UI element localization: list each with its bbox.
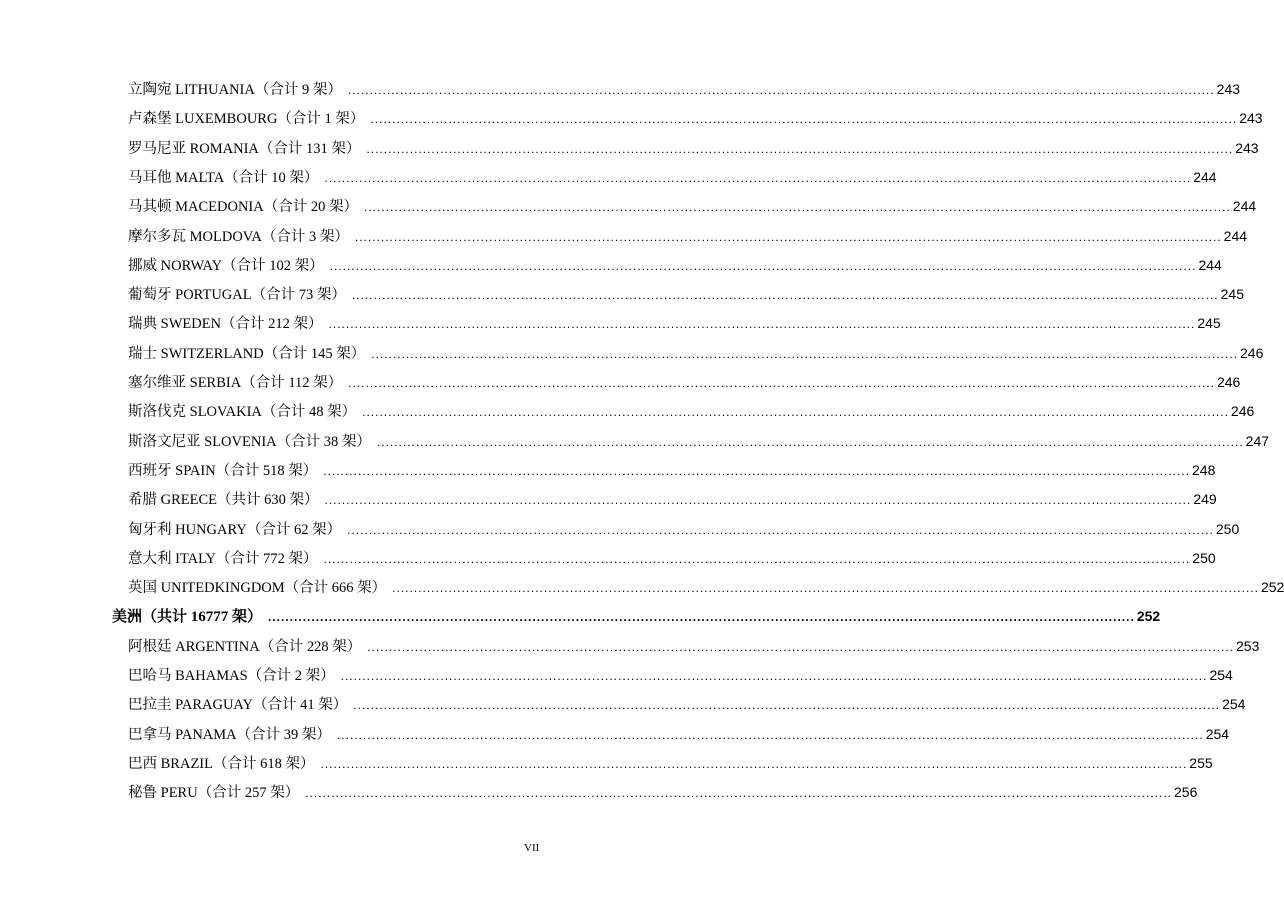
toc-entry-label: 斯洛文尼亚 SLOVENIA（合计 38 架） xyxy=(128,434,371,450)
toc-entry-label: 巴哈马 BAHAMAS（合计 2 架） xyxy=(128,668,335,684)
toc-entry-page: 254 xyxy=(1205,726,1230,742)
toc-leader-dots: ........................................................................................................................................................................................................ xyxy=(351,288,1219,302)
toc-entry[interactable] xyxy=(128,664,1233,686)
toc-leader-dots: ........................................................................................................................................................................................................ xyxy=(329,259,1197,273)
toc-leader-dots: ........................................................................................................................................................................................................ xyxy=(320,757,1188,771)
toc-entry[interactable] xyxy=(128,400,1255,422)
toc-entry[interactable] xyxy=(128,518,1240,540)
toc-entry[interactable] xyxy=(128,781,1198,803)
toc-entry-page: 245 xyxy=(1220,286,1244,302)
toc-entry-label: 巴西 BRAZIL（合计 618 架） xyxy=(128,756,315,772)
toc-entry[interactable] xyxy=(128,635,1260,657)
toc-entry[interactable] xyxy=(128,693,1246,715)
toc-entry-page: 244 xyxy=(1193,169,1217,185)
toc-entry-page: 243 xyxy=(1216,81,1241,97)
toc-entry-page: 248 xyxy=(1192,462,1216,478)
toc-entry-label: 瑞典 SWEDEN（合计 212 架） xyxy=(128,316,323,332)
toc-entry-label: 阿根廷 ARGENTINA（合计 228 架） xyxy=(128,639,362,655)
toc-entry[interactable] xyxy=(128,576,1284,598)
toc-entry-page: 244 xyxy=(1232,198,1257,214)
toc-leader-dots: ........................................................................................................................................................................................................ xyxy=(392,581,1259,595)
toc-entry-page: 253 xyxy=(1236,638,1260,654)
toc-entry[interactable] xyxy=(128,195,1257,217)
toc-entry-page: 252 xyxy=(1260,579,1284,595)
toc-leader-dots: ........................................................................................................................................................................................................ xyxy=(347,83,1215,97)
toc-entry-label: 马其顿 MACEDONIA（合计 20 架） xyxy=(128,199,358,215)
toc-entry-label: 美洲（共计 16777 架） xyxy=(112,609,263,625)
toc-entry-label: 罗马尼亚 ROMANIA（合计 131 架） xyxy=(128,141,361,157)
toc-entry-page: 255 xyxy=(1189,755,1213,771)
toc-entry-label: 卢森堡 LUXEMBOURG（合计 1 架） xyxy=(128,111,365,127)
toc-entry-label: 秘鲁 PERU（合计 257 架） xyxy=(128,785,300,801)
page-number: VII xyxy=(524,842,540,854)
toc-leader-dots: ........................................................................................................................................................................................................ xyxy=(370,112,1238,126)
toc-entry[interactable] xyxy=(128,430,1270,452)
toc-entry-label: 巴拿马 PANAMA（合计 39 架） xyxy=(128,727,331,743)
toc-leader-dots: ........................................................................................................................................................................................................ xyxy=(367,640,1234,654)
toc-leader-dots: ........................................................................................................................................................................................................ xyxy=(354,230,1222,244)
toc-entry-page: 249 xyxy=(1193,491,1217,507)
toc-entry-page: 254 xyxy=(1222,696,1246,712)
toc-entry[interactable] xyxy=(128,488,1217,510)
toc-leader-dots: ........................................................................................................................................................................................................ xyxy=(363,200,1231,214)
toc-entry-label: 挪威 NORWAY（合计 102 架） xyxy=(128,258,324,274)
toc-entry-page: 254 xyxy=(1209,667,1233,683)
toc-entry-page: 250 xyxy=(1215,521,1240,537)
toc-entry-page: 246 xyxy=(1240,345,1264,361)
toc-leader-dots: ........................................................................................................................................................................................................ xyxy=(323,464,1190,478)
toc-entry-page: 243 xyxy=(1235,140,1259,156)
toc-entry[interactable] xyxy=(128,107,1263,129)
toc-entry[interactable] xyxy=(128,166,1217,188)
toc-entry-label: 英国 UNITEDKINGDOM（合计 666 架） xyxy=(128,580,387,596)
toc-entry-page: 243 xyxy=(1239,110,1263,126)
toc-entry[interactable] xyxy=(128,547,1216,569)
toc-entry[interactable] xyxy=(128,254,1222,276)
toc-entry-label: 葡萄牙 PORTUGAL（合计 73 架） xyxy=(128,287,346,303)
toc-entry-page: 256 xyxy=(1174,784,1198,800)
toc-leader-dots: ........................................................................................................................................................................................................ xyxy=(336,728,1204,742)
toc-entry[interactable] xyxy=(128,78,1241,100)
toc-entry[interactable] xyxy=(128,342,1264,364)
toc-entry[interactable] xyxy=(128,283,1244,305)
toc-entry[interactable] xyxy=(128,752,1213,774)
toc-entry-label: 立陶宛 LITHUANIA（合计 9 架） xyxy=(128,82,342,98)
toc-entry-label: 马耳他 MALTA（合计 10 架） xyxy=(128,170,319,186)
toc-leader-dots: ........................................................................................................................................................................................................ xyxy=(324,493,1192,507)
toc-entry-page: 245 xyxy=(1197,315,1221,331)
toc-entry-label: 希腊 GREECE（共计 630 架） xyxy=(128,492,319,508)
toc-leader-dots: ........................................................................................................................................................................................................ xyxy=(340,669,1208,683)
toc-leader-dots: ........................................................................................................................................................................................................ xyxy=(348,376,1215,390)
toc-leader-dots: ........................................................................................................................................................................................................ xyxy=(362,405,1229,419)
toc-leader-dots: ........................................................................................................................................................................................................ xyxy=(353,698,1221,712)
toc-entry-page: 246 xyxy=(1230,403,1255,419)
toc-entry-page: 244 xyxy=(1223,228,1248,244)
toc-entry[interactable] xyxy=(128,312,1221,334)
toc-leader-dots: ........................................................................................................................................................................................................ xyxy=(268,610,1135,624)
toc-entry-label: 意大利 ITALY（合计 772 架） xyxy=(128,551,318,567)
toc-entry-label: 斯洛伐克 SLOVAKIA（合计 48 架） xyxy=(128,404,357,420)
toc-leader-dots: ........................................................................................................................................................................................................ xyxy=(376,435,1244,449)
toc-entry-label: 塞尔维亚 SERBIA（合计 112 架） xyxy=(128,375,343,391)
toc-leader-dots: ........................................................................................................................................................................................................ xyxy=(347,523,1214,537)
toc-entry-page: 244 xyxy=(1198,257,1222,273)
toc-entry-page: 250 xyxy=(1192,550,1216,566)
toc-entry-label: 西班牙 SPAIN（合计 518 架） xyxy=(128,463,318,479)
toc-entry[interactable] xyxy=(128,723,1230,745)
toc-entry-page: 246 xyxy=(1216,374,1241,390)
toc-leader-dots: ........................................................................................................................................................................................................ xyxy=(371,347,1239,361)
toc-section-entry[interactable] xyxy=(112,605,1161,627)
toc-entry[interactable] xyxy=(128,225,1248,247)
toc-leader-dots: ........................................................................................................................................................................................................ xyxy=(324,171,1192,185)
toc-entry-page: 247 xyxy=(1245,433,1270,449)
toc-entry[interactable] xyxy=(128,137,1259,159)
toc-entry-label: 瑞士 SWITZERLAND（合计 145 架） xyxy=(128,346,366,362)
toc-entry-label: 巴拉圭 PARAGUAY（合计 41 架） xyxy=(128,697,348,713)
toc-entry-label: 匈牙利 HUNGARY（合计 62 架） xyxy=(128,522,342,538)
toc-leader-dots: ........................................................................................................................................................................................................ xyxy=(323,552,1191,566)
toc-entry[interactable] xyxy=(128,459,1216,481)
toc-leader-dots: ........................................................................................................................................................................................................ xyxy=(328,317,1196,331)
toc-entry[interactable] xyxy=(128,371,1241,393)
toc-leader-dots: ........................................................................................................................................................................................................ xyxy=(305,786,1172,800)
toc-entry-label: 摩尔多瓦 MOLDOVA（合计 3 架） xyxy=(128,229,349,245)
toc-entry-page: 252 xyxy=(1136,608,1161,624)
toc-leader-dots: ........................................................................................................................................................................................................ xyxy=(366,142,1234,156)
